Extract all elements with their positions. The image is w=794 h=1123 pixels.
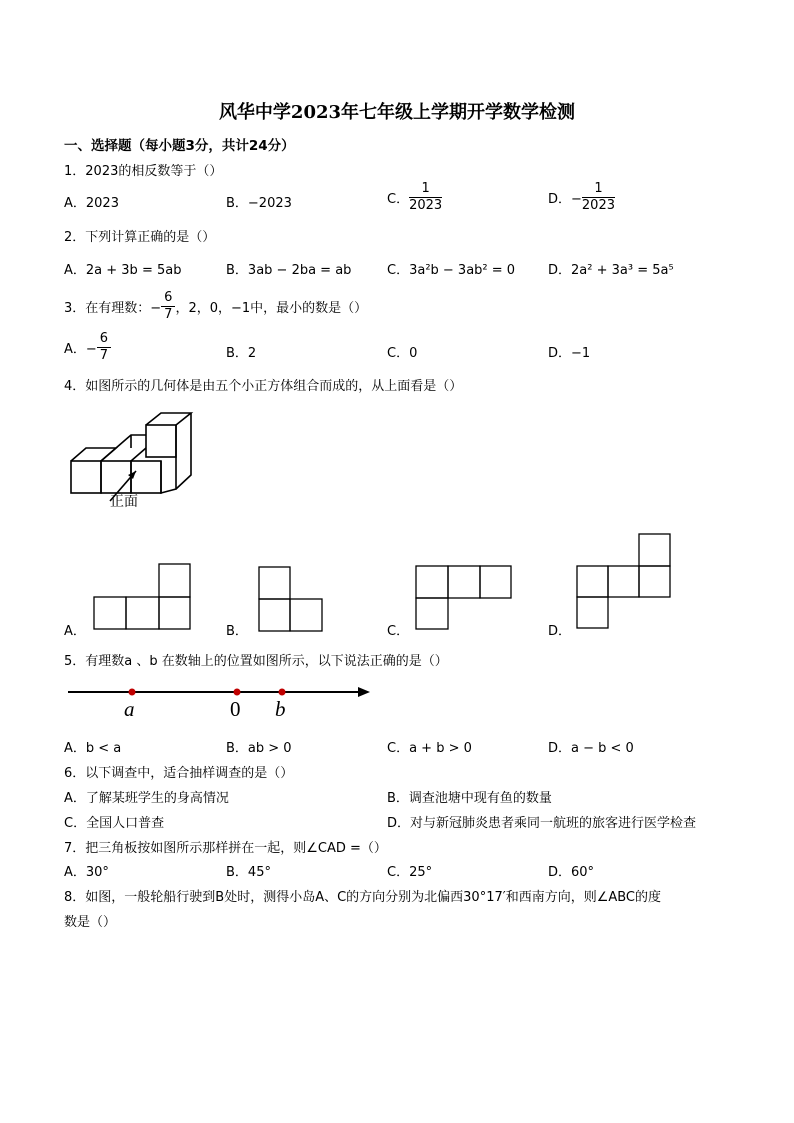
q2-option-b: B．3ab − 2ba = ab [226,263,352,278]
q3-option-d: D．−1 [548,346,591,361]
q3-option-a-fraction [97,331,111,364]
q2-option-a: A．2a + 3b = 5ab [64,263,182,278]
q5-option-b: B．ab > 0 [226,741,292,756]
q4-view-a [93,563,193,633]
q3-option-b: B．2 [226,346,257,361]
q1-option-d-label: D．− [548,192,582,207]
q7-option-b: B．45° [226,865,271,880]
q6-option-a: A．了解某班学生的身高情况 [64,791,229,806]
q1-c-denominator: 2023 [409,198,443,213]
q4-option-a: A． [64,624,86,639]
q5-stem: 5．有理数a 、b 在数轴上的位置如图所示，以下说法正确的是（） [64,654,448,669]
q1-option-c [387,181,442,214]
q3-stem-numerator: 6 [161,290,175,307]
q7-option-d: D．60° [548,865,595,880]
q3-stem-denominator: 7 [164,307,173,322]
q4-view-d [576,533,676,633]
q4-option-d: D． [548,624,572,639]
q1-option-d [548,181,615,214]
q1-option-c-fraction [409,181,442,214]
q4-option-c: C． [387,624,410,639]
q3-stem-post: ，2，0，−1中，最小的数是（） [175,301,368,316]
q3-stem-fraction [161,290,175,323]
q3-stem [64,290,367,323]
q8-stem-line2: 数是（） [64,915,117,930]
q6-option-c: C．全国人口普查 [64,816,165,831]
q1-d-denominator: 2023 [581,198,615,213]
q7-option-a: A．30° [64,865,109,880]
axis-label-a: a [124,697,135,721]
q6-option-b: B．调查池塘中现有鱼的数量 [387,791,552,806]
q7-option-c: C．25° [387,865,433,880]
axis-label-zero: 0 [230,697,241,721]
page-title: 风华中学2023年七年级上学期开学数学检测 [218,102,576,123]
q6-option-d: D．对与新冠肺炎患者乘同一航班的旅客进行医学检查 [387,816,697,831]
q4-solid-figure [66,405,196,515]
q3-option-a [64,331,111,364]
q1-option-d-fraction [582,181,615,214]
q7-stem: 7．把三角板按如图所示那样拼在一起，则∠CAD =（） [64,841,387,856]
q4-option-b: B． [226,624,248,639]
axis-label-b: b [275,697,286,721]
q3-option-c: C．0 [387,346,418,361]
q3-option-a-label: A．− [64,342,97,357]
q8-stem-line1: 8．如图，一般轮船行驶到B处时，测得小岛A、C的方向分别为北偏西30°17′和西南方向，则∠ABC的度 [64,890,662,905]
q4-view-b [258,566,328,634]
q1-c-numerator: 1 [409,181,442,198]
q2-stem: 2．下列计算正确的是（） [64,230,216,245]
q1-stem: 1．2023的相反数等于（） [64,164,223,179]
q5-option-a: A．b < a [64,741,122,756]
q6-stem: 6．以下调查中，适合抽样调查的是（） [64,766,294,781]
q2-option-d: D．2a² + 3a³ = 5a⁵ [548,263,674,278]
q3-a-denominator: 7 [99,348,109,363]
q4-view-c [415,565,515,633]
q4-stem: 4．如图所示的几何体是由五个小正方体组合而成的，从上面看是（） [64,379,463,394]
front-label: 正面 [110,494,138,510]
q1-option-b: B．−2023 [226,196,292,211]
q3-a-numerator: 6 [97,331,111,348]
q3-stem-pre: 3．在有理数：− [64,301,162,316]
q5-option-d: D．a − b < 0 [548,741,634,756]
q1-option-a: A．2023 [64,196,119,211]
q5-number-line [68,682,378,722]
q2-option-c: C．3a²b − 3ab² = 0 [387,263,516,278]
q5-option-c: C．a + b > 0 [387,741,472,756]
q1-option-c-label: C． [387,192,410,207]
q1-d-numerator: 1 [582,181,615,198]
section-heading: 一、选择题（每小题3分，共计24分） [64,138,295,154]
